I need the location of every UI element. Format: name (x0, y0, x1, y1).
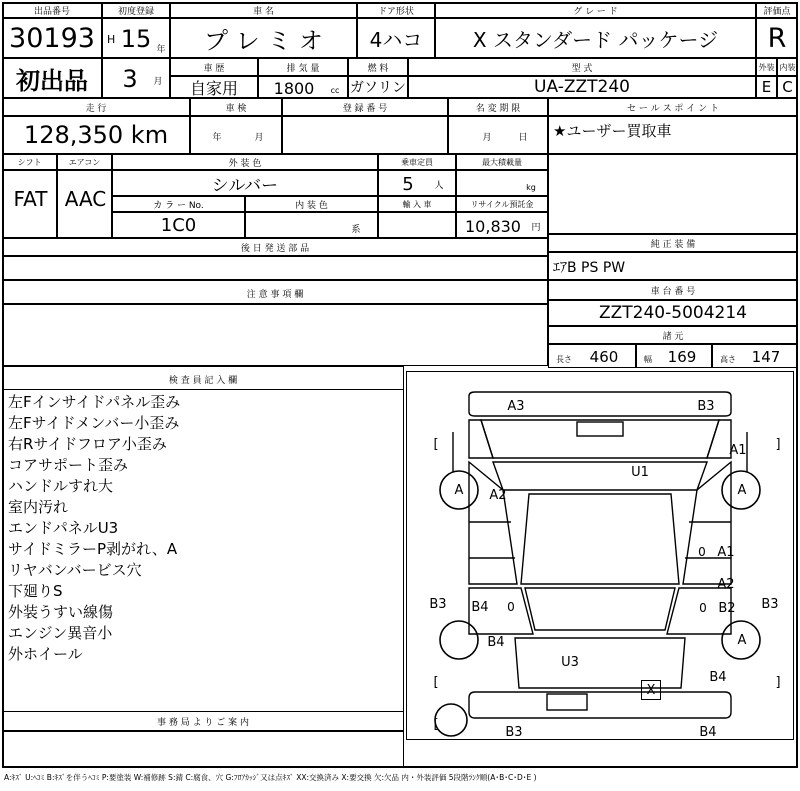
damage-mark: [ (433, 436, 439, 452)
spec-height-cell (712, 344, 798, 368)
exterior-color-value: シルバー (211, 175, 279, 196)
office-note-body-cell (2, 731, 404, 768)
score-value: R (767, 22, 787, 54)
chassis-value-cell (548, 300, 798, 326)
damage-mark: B4 (709, 669, 727, 685)
later-parts-label: 後 日 発 送 部 品 (240, 243, 310, 254)
mileage-value-cell (2, 116, 190, 154)
shift-value: FAT (13, 187, 48, 211)
fuel-label: 燃 料 (367, 63, 389, 74)
inspection-line: ハンドルすれ大 (8, 477, 114, 495)
shift-label: シフト (17, 157, 42, 167)
color-no-value-cell (112, 212, 245, 238)
import-label: 輸 入 車 (402, 199, 432, 209)
capacity-value-cell (378, 170, 456, 196)
lot-number: 30193 (9, 22, 95, 54)
displacement-label: 排 気 量 (286, 63, 320, 74)
recycle-label: リサイクル預託金 (470, 199, 534, 209)
damage-mark: A1 (717, 544, 735, 560)
mileage-label: 走 行 (85, 103, 107, 114)
exterior-grade-value: E (761, 78, 772, 96)
displacement-value-cell (258, 76, 348, 98)
spec-length-value: 460 (589, 348, 619, 366)
damage-mark: 0 (698, 545, 706, 559)
fuel-label-cell (348, 58, 408, 76)
damage-mark: A (737, 632, 747, 648)
damage-mark: A3 (507, 398, 525, 414)
first-reg-label-cell (102, 2, 170, 18)
spec-width-label: 幅 (644, 354, 652, 364)
history-label: 車 歴 (203, 63, 225, 74)
genuine-equip-label: 純 正 装 備 (650, 239, 696, 250)
spec-length-cell (548, 344, 636, 368)
chassis-label-cell (548, 280, 798, 300)
reg-number-label: 登 録 番 号 (342, 103, 388, 114)
model-value: UA-ZZT240 (534, 77, 630, 97)
score-label-cell (756, 2, 798, 18)
reg-number-label-cell (282, 98, 448, 116)
name-change-label: 名 変 期 限 (475, 103, 521, 114)
grade-value-cell (435, 18, 756, 58)
damage-mark: ] (775, 436, 781, 452)
spec-label-cell (548, 326, 798, 344)
notes-label-cell (2, 284, 548, 302)
shaken-value-cell (190, 116, 282, 154)
reg-year-prefix: H (107, 32, 116, 46)
fuel-value-cell (348, 76, 408, 98)
exterior-color-label: 外 装 色 (228, 158, 262, 169)
recycle-value-cell (456, 212, 548, 238)
exterior-grade-label: 外装 (758, 62, 775, 72)
reg-month-unit: 月 (153, 76, 163, 87)
reg-year-value: 15 (120, 25, 152, 53)
inspection-line: エンドパネルU3 (8, 519, 119, 537)
recycle-label-cell (456, 196, 548, 212)
sales-point-body-spacer (548, 154, 798, 234)
history-label-cell (170, 58, 258, 76)
inspection-line: 左Fインサイドパネル歪み (8, 393, 181, 411)
damage-mark: A (737, 482, 747, 498)
recycle-unit: 円 (531, 222, 541, 233)
inspection-line: 右Rサイドフロア小歪み (8, 435, 167, 453)
damage-mark-x-box (641, 680, 661, 700)
interior-grade-label: 内装 (779, 62, 796, 72)
score-value-cell (756, 18, 798, 58)
history-value: 自家用 (189, 78, 238, 98)
model-value-cell (408, 76, 756, 98)
history-value-cell (170, 76, 258, 98)
chassis-label: 車 台 番 号 (650, 286, 696, 297)
name-change-month-unit: 月 (482, 132, 492, 143)
car-name-cell (170, 18, 357, 58)
door-label-cell (357, 2, 435, 18)
grade-label: グ レ ー ド (573, 6, 618, 17)
door-value: 4ハコ (369, 27, 423, 52)
first-exhibit-label: 初出品 (16, 66, 88, 95)
later-parts-label-cell (2, 238, 548, 256)
inspection-line: 下廻りS (8, 582, 63, 600)
lot-label-cell (2, 2, 102, 18)
inspection-line: コアサポート歪み (8, 456, 129, 474)
recycle-value: 10,830 (465, 216, 521, 236)
interior-color-value-cell (245, 212, 378, 238)
damage-mark: B3 (761, 596, 779, 612)
inspection-title: 検 査 員 記 入 欄 (168, 376, 238, 386)
first-exhibit-cell (2, 58, 102, 98)
car-name-label: 車 名 (253, 6, 274, 17)
damage-mark: A2 (489, 487, 507, 503)
first-reg-month-cell (102, 58, 170, 98)
interior-color-label-cell (245, 196, 378, 212)
inspection-lines (8, 392, 400, 682)
damage-mark: ] (775, 674, 781, 690)
first-reg-year-cell (102, 18, 170, 58)
aircon-value-cell (57, 170, 112, 238)
color-no-value: 1C0 (160, 214, 197, 236)
shaken-month-unit: 月 (254, 132, 264, 143)
damage-mark: B4 (487, 634, 505, 650)
inspection-line: リヤバンバービス穴 (8, 561, 142, 579)
damage-mark: X (646, 682, 656, 698)
interior-color-value (252, 215, 342, 237)
reg-month-value: 3 (122, 65, 138, 93)
interior-color-label: 内 装 色 (295, 200, 328, 211)
name-change-value-cell (448, 116, 548, 154)
max-load-value-cell (456, 170, 548, 196)
mileage-label-cell (2, 98, 190, 116)
lot-label: 出品番号 (33, 6, 70, 17)
fuel-value: ガソリン (350, 80, 406, 96)
grade-value: X スタンダード パッケージ (472, 27, 719, 52)
damage-mark: 0 (699, 601, 707, 615)
notes-label: 注 意 事 項 欄 (246, 289, 304, 300)
capacity-unit: 人 (434, 180, 444, 191)
capacity-label: 乗車定員 (401, 157, 433, 167)
reg-number-value-cell (282, 116, 448, 154)
shift-label-cell (2, 154, 57, 170)
import-label-cell (378, 196, 456, 212)
inspection-line: 左Fサイドメンバー小歪み (8, 414, 180, 432)
aircon-label-cell (57, 154, 112, 170)
sales-point-value: ★ユーザー買取車 (553, 121, 672, 140)
damage-mark: A2 (717, 576, 735, 592)
later-parts-value-cell (2, 256, 548, 280)
damage-mark: A (454, 482, 464, 498)
model-label-cell (408, 58, 756, 76)
inspection-line: 外ホイール (8, 645, 83, 663)
notes-body-cell (2, 304, 548, 366)
spec-height-label: 高さ (720, 354, 736, 364)
interior-grade-value: C (782, 78, 793, 96)
aircon-label: エアコン (68, 157, 101, 167)
car-name-label-cell (170, 2, 357, 18)
damage-mark: B3 (505, 724, 523, 740)
capacity-value: 5 (402, 173, 414, 195)
genuine-equip-title-cell (548, 234, 798, 252)
mileage-value: 128,350 km (23, 121, 169, 149)
name-change-label-cell (448, 98, 548, 116)
car-name-value: プ レ ミ オ (204, 26, 323, 55)
model-label: 型 式 (571, 63, 593, 74)
color-no-label: カ ラ ー No. (153, 200, 204, 211)
displacement-label-cell (258, 58, 348, 76)
damage-mark: U3 (561, 654, 579, 670)
genuine-equip-value: ｴｱB PS PW (553, 260, 626, 276)
damage-mark: 0 (507, 600, 515, 614)
interior-color-suffix: 系 (351, 224, 361, 235)
spec-label: 諸 元 (662, 331, 684, 342)
chassis-value: ZZT240-5004214 (599, 303, 747, 323)
exterior-color-label-cell (112, 154, 378, 170)
interior-grade-value-cell (777, 76, 798, 98)
damage-mark: B4 (699, 724, 717, 740)
car-damage-diagram (406, 371, 794, 740)
genuine-equip-value-cell (548, 252, 798, 280)
displacement-unit: cc (330, 85, 340, 95)
damage-mark: A1 (729, 442, 747, 458)
shaken-year-unit: 年 (212, 132, 222, 143)
inspection-line: 外装うすい線傷 (8, 603, 114, 621)
aircon-value: AAC (64, 187, 107, 211)
shaken-label-cell (190, 98, 282, 116)
max-load-label: 最大積載量 (482, 157, 522, 167)
max-load-label-cell (456, 154, 548, 170)
office-note-label: 事 務 局 よ り ご 案 内 (156, 717, 250, 728)
damage-mark: [ (433, 674, 439, 690)
max-load-unit: kg (526, 182, 536, 192)
damage-mark: [ (433, 716, 439, 732)
sales-point-value-cell (548, 116, 798, 154)
door-label: ドア形状 (378, 6, 414, 17)
reg-year-unit: 年 (156, 44, 166, 55)
door-value-cell (357, 18, 435, 58)
shift-value-cell (2, 170, 57, 238)
damage-mark: B3 (429, 596, 447, 612)
inspection-line: サイドミラーP剥がれ、A (8, 540, 178, 558)
shaken-label: 車 検 (225, 103, 247, 114)
sales-point-label: セ ー ル ス ポ イ ン ト (626, 103, 720, 114)
spec-length-label: 長さ (556, 354, 572, 364)
exterior-grade-value-cell (756, 76, 777, 98)
exterior-color-value-cell (112, 170, 378, 196)
import-value-cell (378, 212, 456, 238)
damage-mark: B4 (471, 599, 489, 615)
first-reg-label: 初度登録 (117, 6, 154, 17)
damage-mark: B3 (697, 398, 715, 414)
inspection-title-cell (2, 370, 404, 390)
displacement-value: 1800 (273, 78, 315, 98)
spec-width-value: 169 (667, 348, 697, 366)
capacity-label-cell (378, 154, 456, 170)
inspection-line: エンジン異音小 (8, 624, 113, 642)
office-note-label-cell (2, 711, 404, 731)
inspection-line: 室内汚れ (8, 498, 69, 516)
interior-grade-label-cell (777, 58, 798, 76)
color-no-label-cell (112, 196, 245, 212)
sales-point-label-cell (548, 98, 798, 116)
damage-mark: B2 (718, 600, 736, 616)
score-label: 評価点 (763, 6, 791, 17)
damage-mark: U1 (631, 464, 649, 480)
name-change-day-unit: 日 (518, 132, 528, 143)
spec-width-cell (636, 344, 712, 368)
lot-number-cell (2, 18, 102, 58)
grade-label-cell (435, 2, 756, 18)
legend-footer: A:ｷｽﾞ U:ﾍｺﾐ B:ｷｽﾞを伴うﾍｺﾐ P:要塗装 W:補修跡 S:錆 C:腐食、穴 G:ﾌﾛｱｶｯｼﾞ又は点ｷｽﾞ XX:交換済み X:要交換 欠:欠品 内・外装評価 5段階ﾗﾝｸ順(A･B･C･D･E ) (4, 773, 537, 782)
exterior-grade-label-cell (756, 58, 777, 76)
spec-height-value: 147 (751, 348, 781, 366)
